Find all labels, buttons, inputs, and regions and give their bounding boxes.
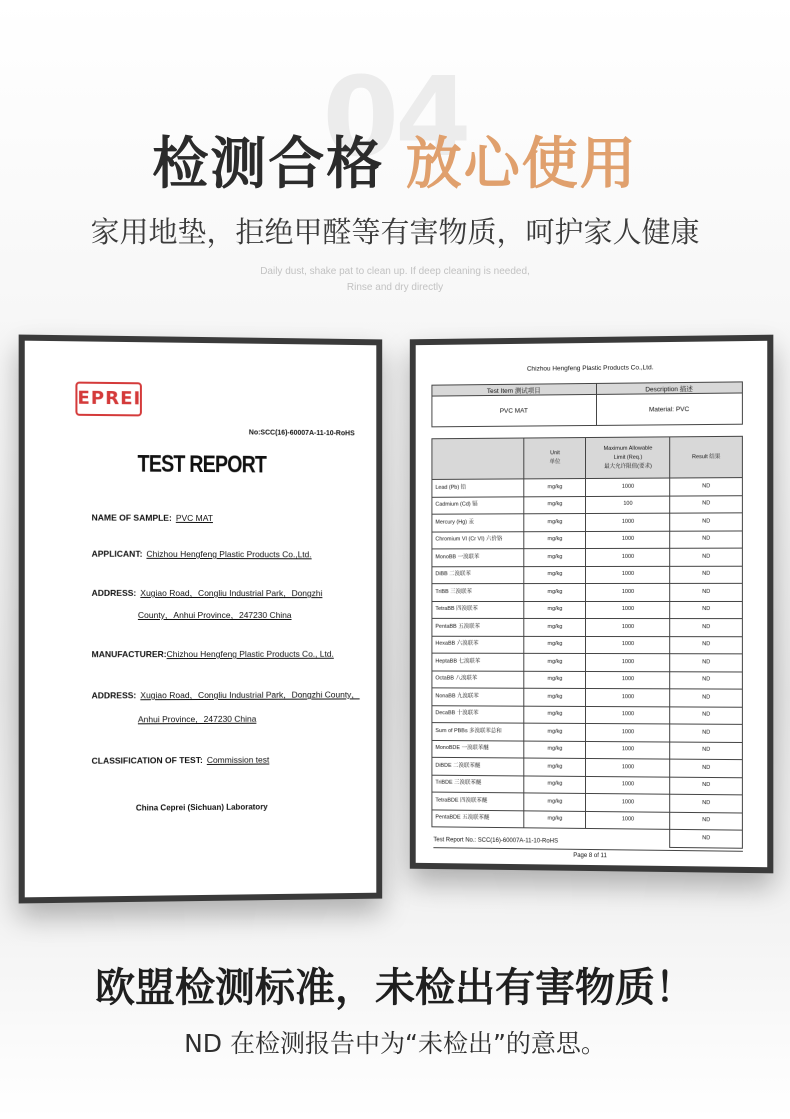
cell-result: ND (670, 636, 742, 654)
cell-unit: mg/kg (524, 793, 586, 811)
table-row (432, 653, 742, 671)
cell-limit: 1000 (586, 548, 670, 566)
cell-result: ND (670, 777, 742, 795)
cell-unit: mg/kg (524, 775, 586, 793)
cell-result: ND (670, 724, 742, 742)
test-report-cover-frame (19, 335, 383, 904)
applicant-field (92, 549, 312, 560)
test-results-page (416, 341, 768, 867)
applicant-value: Chizhou Hengfeng Plastic Products Co.,Ltd. (146, 548, 312, 560)
footer-report-number: Test Report No.: SCC(16)-60007A-11-10-RoHS (433, 837, 559, 845)
results-table (431, 436, 742, 848)
cell-limit: 1000 (586, 723, 670, 741)
cell-unit: mg/kg (524, 566, 586, 584)
cell-item: TetraBDE 四溴联苯醚 (432, 792, 524, 810)
cell-item: HeptaBB 七溴联苯 (432, 653, 524, 671)
cell-unit: mg/kg (524, 479, 586, 497)
address1-line2: County，Anhui Province，247230 China (137, 609, 292, 621)
title-accent-part: 放心使用 (405, 132, 638, 197)
cell-limit: 1000 (586, 618, 670, 636)
cell-item: TriBB 三溴联苯 (432, 584, 524, 601)
cell-limit: 1000 (586, 741, 670, 759)
eprei-logo: EPREI (75, 382, 141, 417)
cell-unit: mg/kg (524, 618, 586, 636)
test-report-cover (25, 341, 377, 898)
cell-item: Lead (Pb) 铅 (432, 479, 524, 497)
bottom-subtitle: ND 在检测报告中为“未检出”的意思。 (184, 1029, 606, 1058)
manufacturer-value: Chizhou Hengfeng Plastic Products Co., Ltd. (166, 648, 334, 660)
cell-result: ND (670, 566, 742, 584)
cell-result: ND (670, 513, 742, 531)
cell-result: ND (670, 478, 742, 496)
cell-unit: mg/kg (524, 584, 586, 602)
col-result: Result 结果 (670, 436, 742, 478)
table-row (432, 495, 742, 514)
address1-line1: Xugiao Road，Congliu Industrial Park，Dongzhi (140, 587, 323, 599)
desc-header-item: Test Item 测试项目 (432, 383, 596, 396)
cell-item: DiBB 二溴联苯 (432, 566, 524, 584)
cell-unit: mg/kg (524, 636, 586, 654)
cell-unit: mg/kg (524, 741, 586, 759)
cell-unit: mg/kg (524, 671, 586, 689)
cell-item: NonaBB 九溴联苯 (432, 688, 524, 706)
cell-result: ND (670, 759, 742, 777)
english-hint-line2: Rinse and dry directly (346, 282, 444, 293)
cell-unit: mg/kg (524, 531, 586, 549)
section-number: 04 (322, 53, 468, 181)
table-row (432, 513, 742, 532)
address2-label: ADDRESS: (91, 690, 137, 701)
desc-header-desc: Description 描述 (596, 382, 742, 395)
table-row (432, 583, 742, 601)
cell-unit: mg/kg (524, 810, 586, 828)
cell-unit: mg/kg (524, 514, 586, 532)
cell-result: ND (670, 601, 742, 619)
sample-value: PVC MAT (175, 512, 213, 524)
english-hint (0, 264, 790, 296)
description-table (431, 381, 742, 427)
table-row (432, 601, 742, 619)
table-row (432, 670, 742, 689)
results-body (432, 478, 742, 848)
table-row (432, 688, 742, 707)
cell-item: DecaBB 十溴联苯 (432, 705, 524, 723)
cell-item: PentaBB 五溴联苯 (432, 618, 524, 636)
cell-item: PentaBDE 五溴联苯醚 (432, 809, 524, 827)
cell-result: ND (670, 689, 742, 707)
cell-item: DiBDE 二溴联苯醚 (432, 757, 524, 775)
table-row (432, 618, 742, 636)
empty-cell (586, 828, 670, 846)
cell-result: ND (670, 794, 742, 812)
table-row (432, 636, 742, 654)
cell-limit: 1000 (586, 478, 670, 496)
cell-item: TetraBB 四溴联苯 (432, 601, 524, 618)
cell-unit: mg/kg (524, 549, 586, 567)
cell-limit: 1000 (586, 513, 670, 531)
applicant-label: APPLICANT: (91, 548, 143, 559)
cell-unit: mg/kg (524, 723, 586, 741)
cell-unit: mg/kg (524, 601, 586, 618)
cell-limit: 1000 (586, 671, 670, 689)
manufacturer-label: MANUFACTURER: (91, 649, 167, 660)
cell-limit: 1000 (586, 566, 670, 584)
cell-unit: mg/kg (524, 688, 586, 706)
address2-line2: Anhui Province，247230 China (137, 713, 257, 725)
page-title (0, 130, 790, 200)
cell-unit: mg/kg (524, 496, 586, 514)
report-title: TEST REPORT (137, 450, 267, 479)
page-subtitle: 家用地垫，拒绝甲醛等有害物质，呵护家人健康 (90, 215, 700, 249)
col-max-limit: Maximum Allowable Limit (Req.) 最大允许限值(要求) (586, 437, 670, 479)
title-dark-part: 检测合格 (152, 132, 385, 197)
cell-item: MonoBB 一溴联苯 (432, 549, 524, 567)
sample-label: NAME OF SAMPLE: (91, 512, 172, 523)
cell-limit: 100 (586, 496, 670, 514)
cell-result: ND (670, 530, 742, 548)
col-item (432, 438, 524, 479)
cell-limit: 1000 (586, 653, 670, 671)
cell-item: TriBDE 三溴联苯醚 (432, 775, 524, 793)
address2-field (92, 688, 360, 701)
cell-result: ND (670, 548, 742, 566)
cell-item: Sum of PBBs 多溴联苯总和 (432, 723, 524, 741)
desc-item: PVC MAT (432, 394, 596, 426)
cell-limit: 1000 (586, 601, 670, 619)
classification-value: Commission test (206, 754, 270, 765)
table-row (432, 723, 742, 742)
cell-result: ND (670, 654, 742, 672)
cell-item: Cadmium (Cd) 镉 (432, 496, 524, 514)
manufacturer-field (92, 649, 334, 659)
report-number: No:SCC(16)-60007A-11-10-RoHS (248, 429, 355, 438)
table-row (432, 548, 742, 566)
cell-item: Mercury (Hg) 汞 (432, 514, 524, 532)
cell-result: ND (670, 583, 742, 601)
cell-unit: mg/kg (524, 758, 586, 776)
cell-limit: 1000 (586, 583, 670, 601)
cell-result: ND (670, 706, 742, 724)
cell-item: OctaBB 八溴联苯 (432, 670, 524, 688)
table-row (432, 740, 742, 760)
cell-limit: 1000 (586, 531, 670, 549)
cell-limit: 1000 (586, 706, 670, 724)
laboratory-name: China Ceprei (Sichuan) Laboratory (135, 802, 268, 813)
cell-limit: 1000 (586, 793, 670, 811)
cell-result: ND (670, 742, 742, 760)
bottom-title: 欧盟检测标准，未检出有害物质！ (95, 965, 695, 1011)
cell-unit: mg/kg (524, 653, 586, 671)
table-row (432, 530, 742, 548)
table-row (432, 705, 742, 724)
cell-item: HexaBB 六溴联苯 (432, 636, 524, 654)
english-hint-line1: Daily dust, shake pat to clean up. If deep cleaning is needed, (260, 266, 530, 277)
cell-limit: 1000 (586, 636, 670, 654)
cell-result: ND (670, 619, 742, 637)
cell-limit: 1000 (586, 688, 670, 706)
address1-field (92, 587, 323, 599)
address2-line1: Xugiao Road，Congliu Industrial Park，Dongzhi County， (140, 689, 360, 701)
page-number: Page 8 of 11 (573, 852, 607, 860)
col-unit: Unit 单位 (524, 438, 586, 479)
cell-limit: 1000 (586, 758, 670, 776)
table-row (432, 478, 742, 497)
classification-field (92, 755, 270, 766)
test-results-frame (410, 335, 774, 874)
table-row (432, 566, 742, 584)
company-header: Chizhou Hengfeng Plastic Products Co.,Ltd. (526, 364, 654, 373)
classification-label: CLASSIFICATION OF TEST: (91, 754, 203, 766)
address1-label: ADDRESS: (91, 587, 137, 598)
desc-desc: Material: PVC (596, 393, 742, 425)
cell-result: ND (670, 829, 742, 847)
cell-result: ND (670, 495, 742, 513)
cell-result: ND (670, 812, 742, 830)
cell-item: MonoBDE 一溴联苯醚 (432, 740, 524, 758)
cell-result: ND (670, 671, 742, 689)
cell-unit: mg/kg (524, 706, 586, 724)
cell-limit: 1000 (586, 811, 670, 829)
cell-limit: 1000 (586, 776, 670, 794)
cell-item: Chromium VI (Cr VI) 六价铬 (432, 531, 524, 549)
sample-field (92, 512, 213, 523)
